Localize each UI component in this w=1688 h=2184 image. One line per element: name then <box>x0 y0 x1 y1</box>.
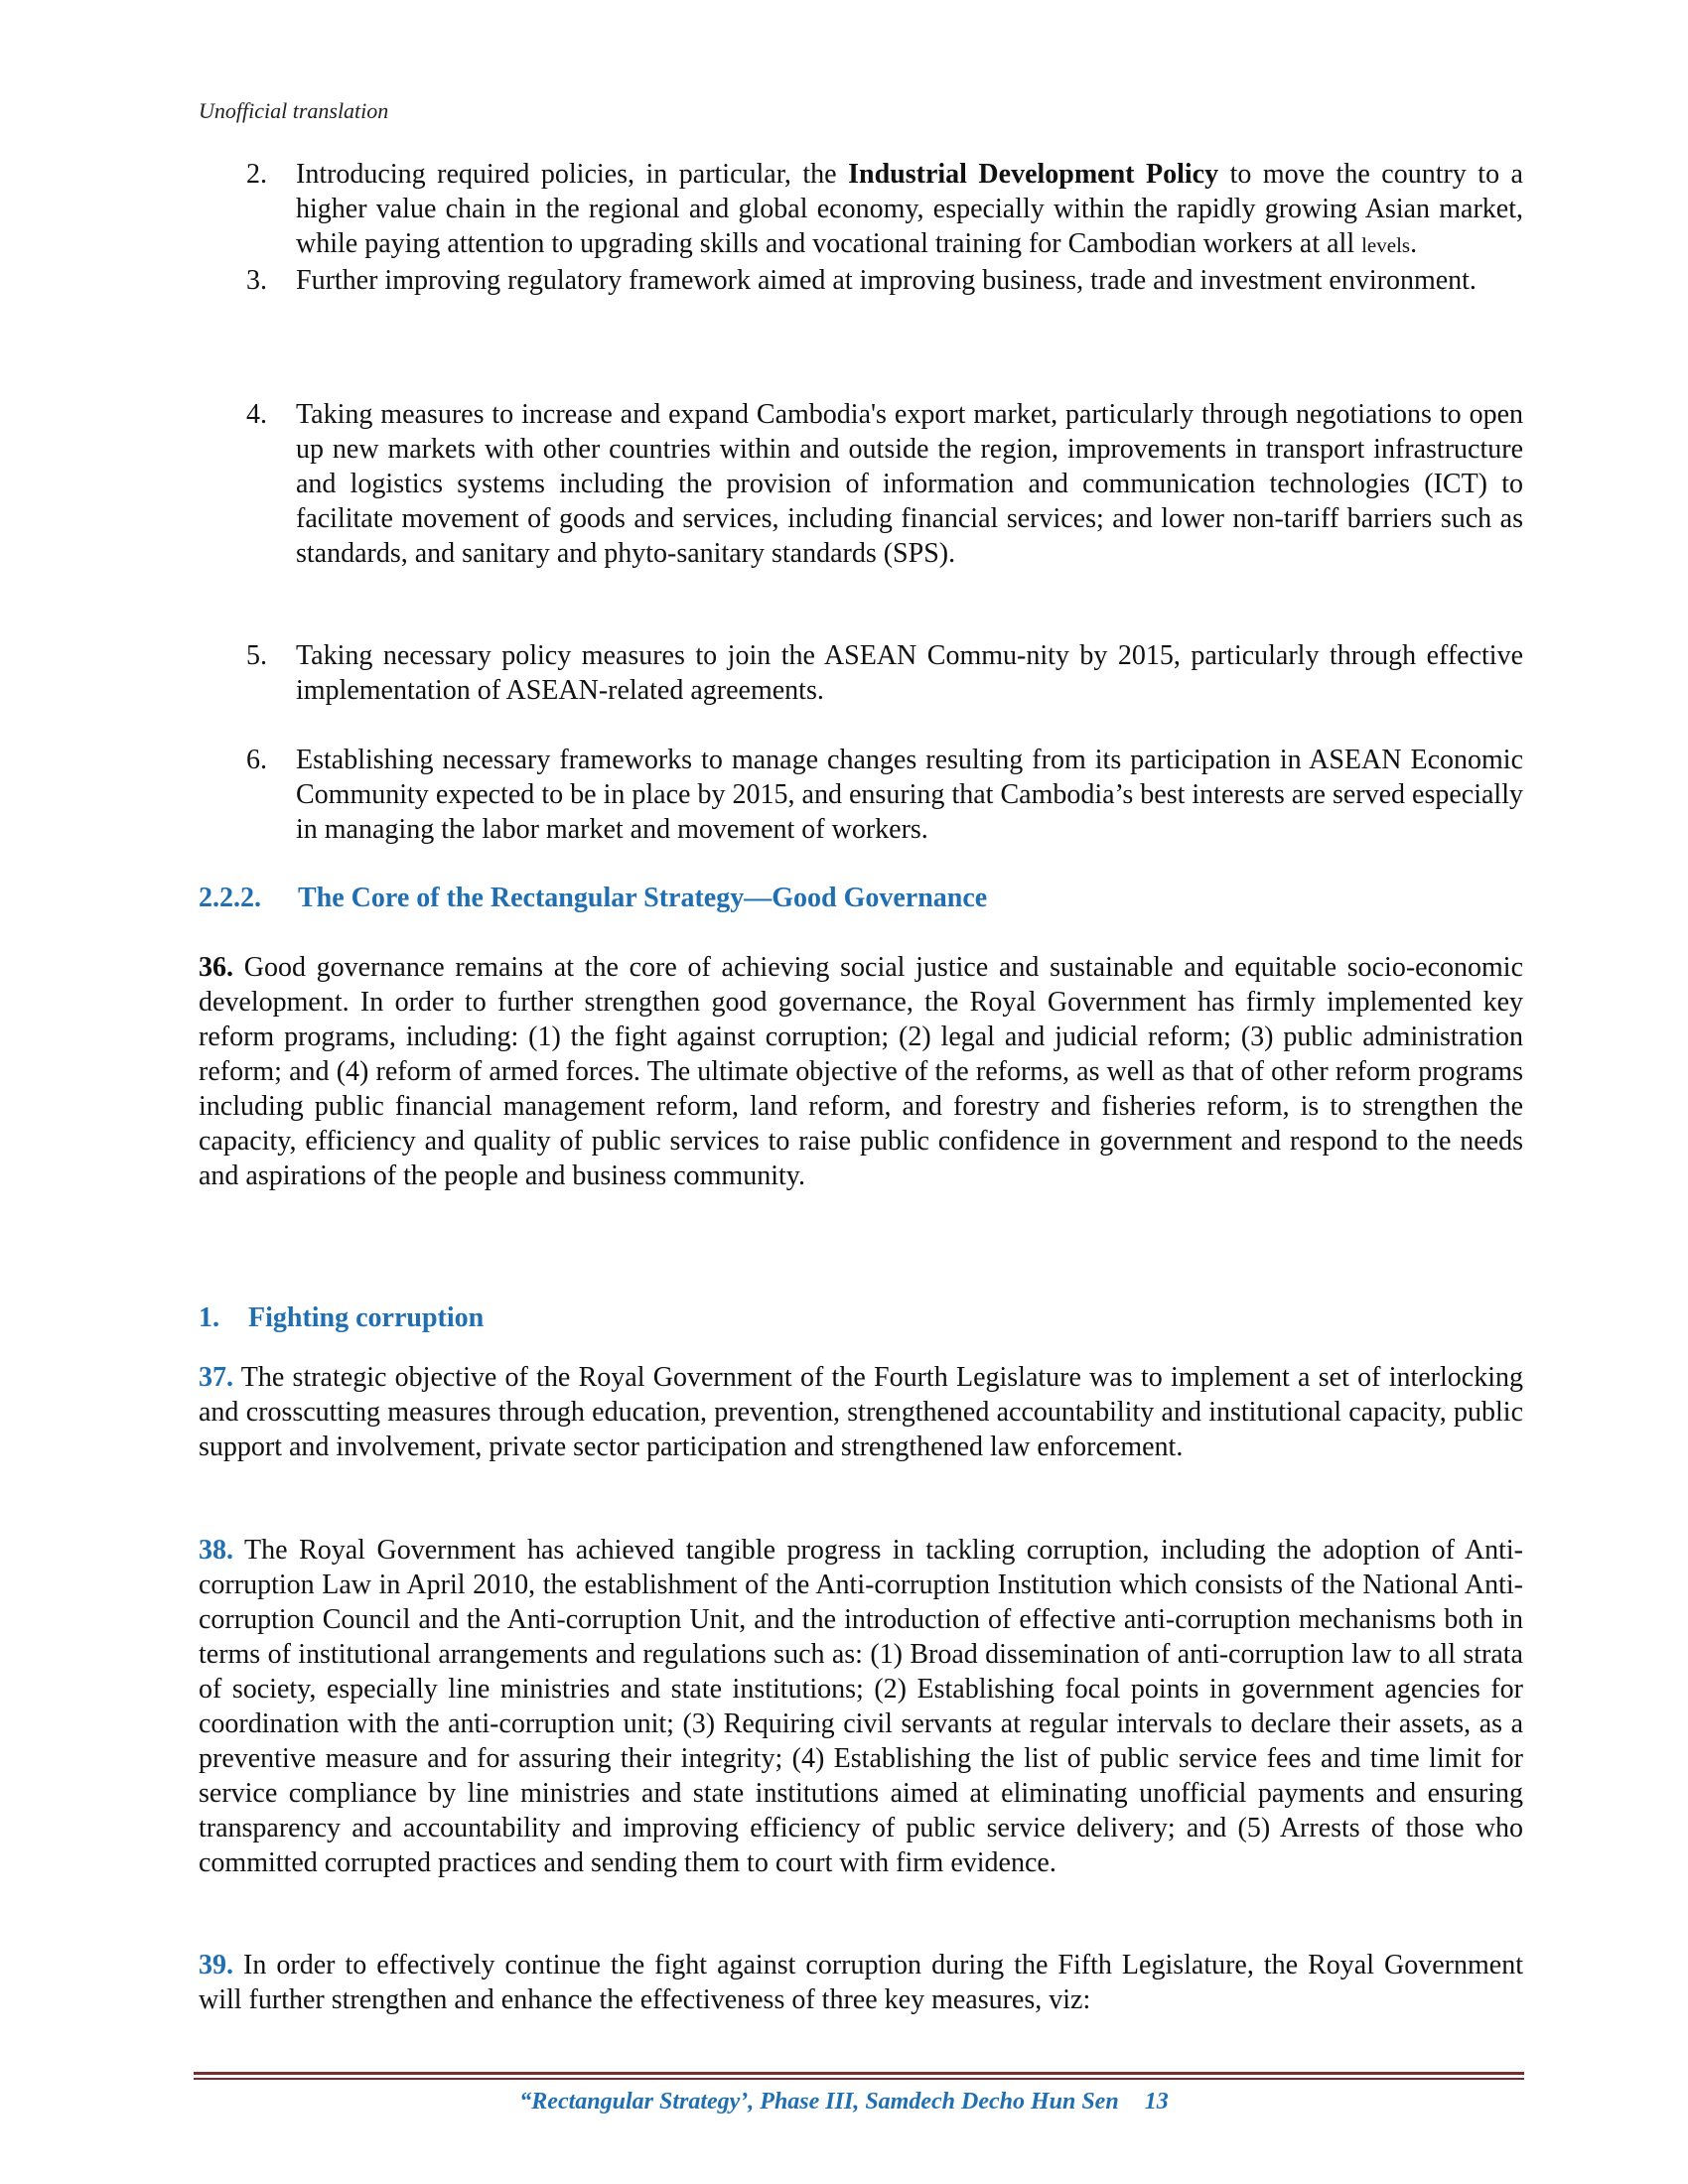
heading-number: 1. <box>199 1302 219 1333</box>
paragraph-text: In order to effectively continue the fight against corruption during the Fifth Legislature, the Royal Government will further strengthen and enhance the effectiveness of three key measures, viz: <box>199 1950 1523 2015</box>
list-text: Establishing necessary frameworks to manage changes resulting from its participation in ASEAN Economic Community expected to be in place by 2015, and ensuring that Cambodia’s best interests are served especially in managing the labor market and movement of workers. <box>296 745 1523 845</box>
list-text: Taking necessary policy measures to join the ASEAN Commu-nity by 2015, particularly through effective implementation of ASEAN-related agreements. <box>296 640 1523 706</box>
heading-fighting-corruption <box>199 1300 484 1335</box>
paragraph-number: 38. <box>199 1535 233 1566</box>
paragraph-37 <box>199 1360 1523 1464</box>
list-number: 2. <box>246 159 267 190</box>
header-note: Unofficial translation <box>199 98 389 123</box>
numbered-list-cont <box>199 638 1523 708</box>
list-item-2 <box>199 157 1523 263</box>
list-item-5 <box>199 638 1523 708</box>
paragraph-38 <box>199 1533 1523 1880</box>
list-text-end: . <box>1410 228 1418 259</box>
paragraph-number: 39. <box>199 1950 233 1980</box>
footer <box>0 2087 1688 2116</box>
paragraph-number: 37. <box>199 1362 233 1393</box>
paragraph-36 <box>199 950 1523 1193</box>
numbered-list <box>199 157 1523 298</box>
list-text-small: levels <box>1361 233 1411 257</box>
numbered-list-cont <box>199 743 1523 847</box>
footer-divider <box>194 2072 1524 2075</box>
list-item-6 <box>199 743 1523 847</box>
section-title: The Core of the Rectangular Strategy—Good Governance <box>298 883 988 913</box>
list-number: 5. <box>246 640 267 671</box>
section-heading-2-2-2 <box>199 881 987 915</box>
paragraph-text: Good governance remains at the core of achieving social justice and sustainable and equitable socio-economic development. In order to further strengthen good governance, the Royal Government has firmly implemented key reform programs, including: (1) the fight against corruption; (2) legal and judicial reform; (3) public administration reform; and (4) reform of armed forces. The ultimate objective of the reforms, as well as that of other reform programs including public financial management reform, land reform, and forestry and fisheries reform, is to strengthen the capacity, efficiency and quality of public services to raise public confidence in government and respond to the needs and aspirations of the people and business community. <box>199 952 1523 1191</box>
list-text-cont: to move the country to a higher value chain in the regional and global economy, especially within the rapidly growing Asian market, while paying attention to upgrading skills and vocational training for Cambodian workers at all <box>296 159 1523 259</box>
heading-title: Fighting corruption <box>248 1302 485 1333</box>
list-text: Taking measures to increase and expand Cambodia's export market, particularly through negotiations to open up new markets with other countries within and outside the region, improvements in transport infrastructure and logistics systems including the provision of information and communication technologies (ICT) to facilitate movement of goods and services, including financial services; and lower non-tariff barriers such as standards, and sanitary and phyto-sanitary standards (SPS). <box>296 399 1523 569</box>
paragraph-text: The Royal Government has achieved tangible progress in tackling corruption, including the adoption of Anti-corruption Law in April 2010, the establishment of the Anti-corruption Institution which consists of the National Anti-corruption Council and the Anti-corruption Unit, and the introduction of effective anti-corruption mechanisms both in terms of institutional arrangements and regulations such as: (1) Broad dissemination of anti-corruption law to all strata of society, especially line ministries and state institutions; (2) Establishing focal points in government agencies for coordination with the anti-corruption unit; (3) Requiring civil servants at regular intervals to declare their assets, as a preventive measure and for assuring their integrity; (4) Establishing the list of public service fees and time limit for service compliance by line ministries and state institutions aimed at eliminating unofficial payments and ensuring transparency and accountability and improving efficiency of public service delivery; and (5) Arrests of those who committed corrupted practices and sending them to court with firm evidence. <box>199 1535 1523 1878</box>
paragraph-39 <box>199 1948 1523 2017</box>
page-number: 13 <box>1144 2089 1169 2115</box>
footer-divider-thin <box>194 2078 1524 2080</box>
list-number: 3. <box>246 265 267 296</box>
numbered-list-cont <box>199 397 1523 571</box>
section-number: 2.2.2. <box>199 883 261 913</box>
list-item-4 <box>199 397 1523 571</box>
policy-name: Industrial Development Policy <box>848 159 1219 190</box>
list-number: 6. <box>246 745 267 775</box>
paragraph-text: The strategic objective of the Royal Government of the Fourth Legislature was to implement a set of interlocking and crosscutting measures through education, prevention, strengthened accountability and institutional capacity, public support and involvement, private sector participation and strengthened law enforcement. <box>199 1362 1523 1462</box>
list-text: Further improving regulatory framework aimed at improving business, trade and investment environment. <box>296 265 1477 296</box>
list-number: 4. <box>246 399 267 430</box>
list-item-3 <box>199 263 1523 298</box>
footer-title: “Rectangular Strategy’, Phase III, Samdech Decho Hun Sen <box>519 2089 1119 2115</box>
list-text: Introducing required policies, in particular, the <box>296 159 849 190</box>
paragraph-number: 36. <box>199 952 233 983</box>
